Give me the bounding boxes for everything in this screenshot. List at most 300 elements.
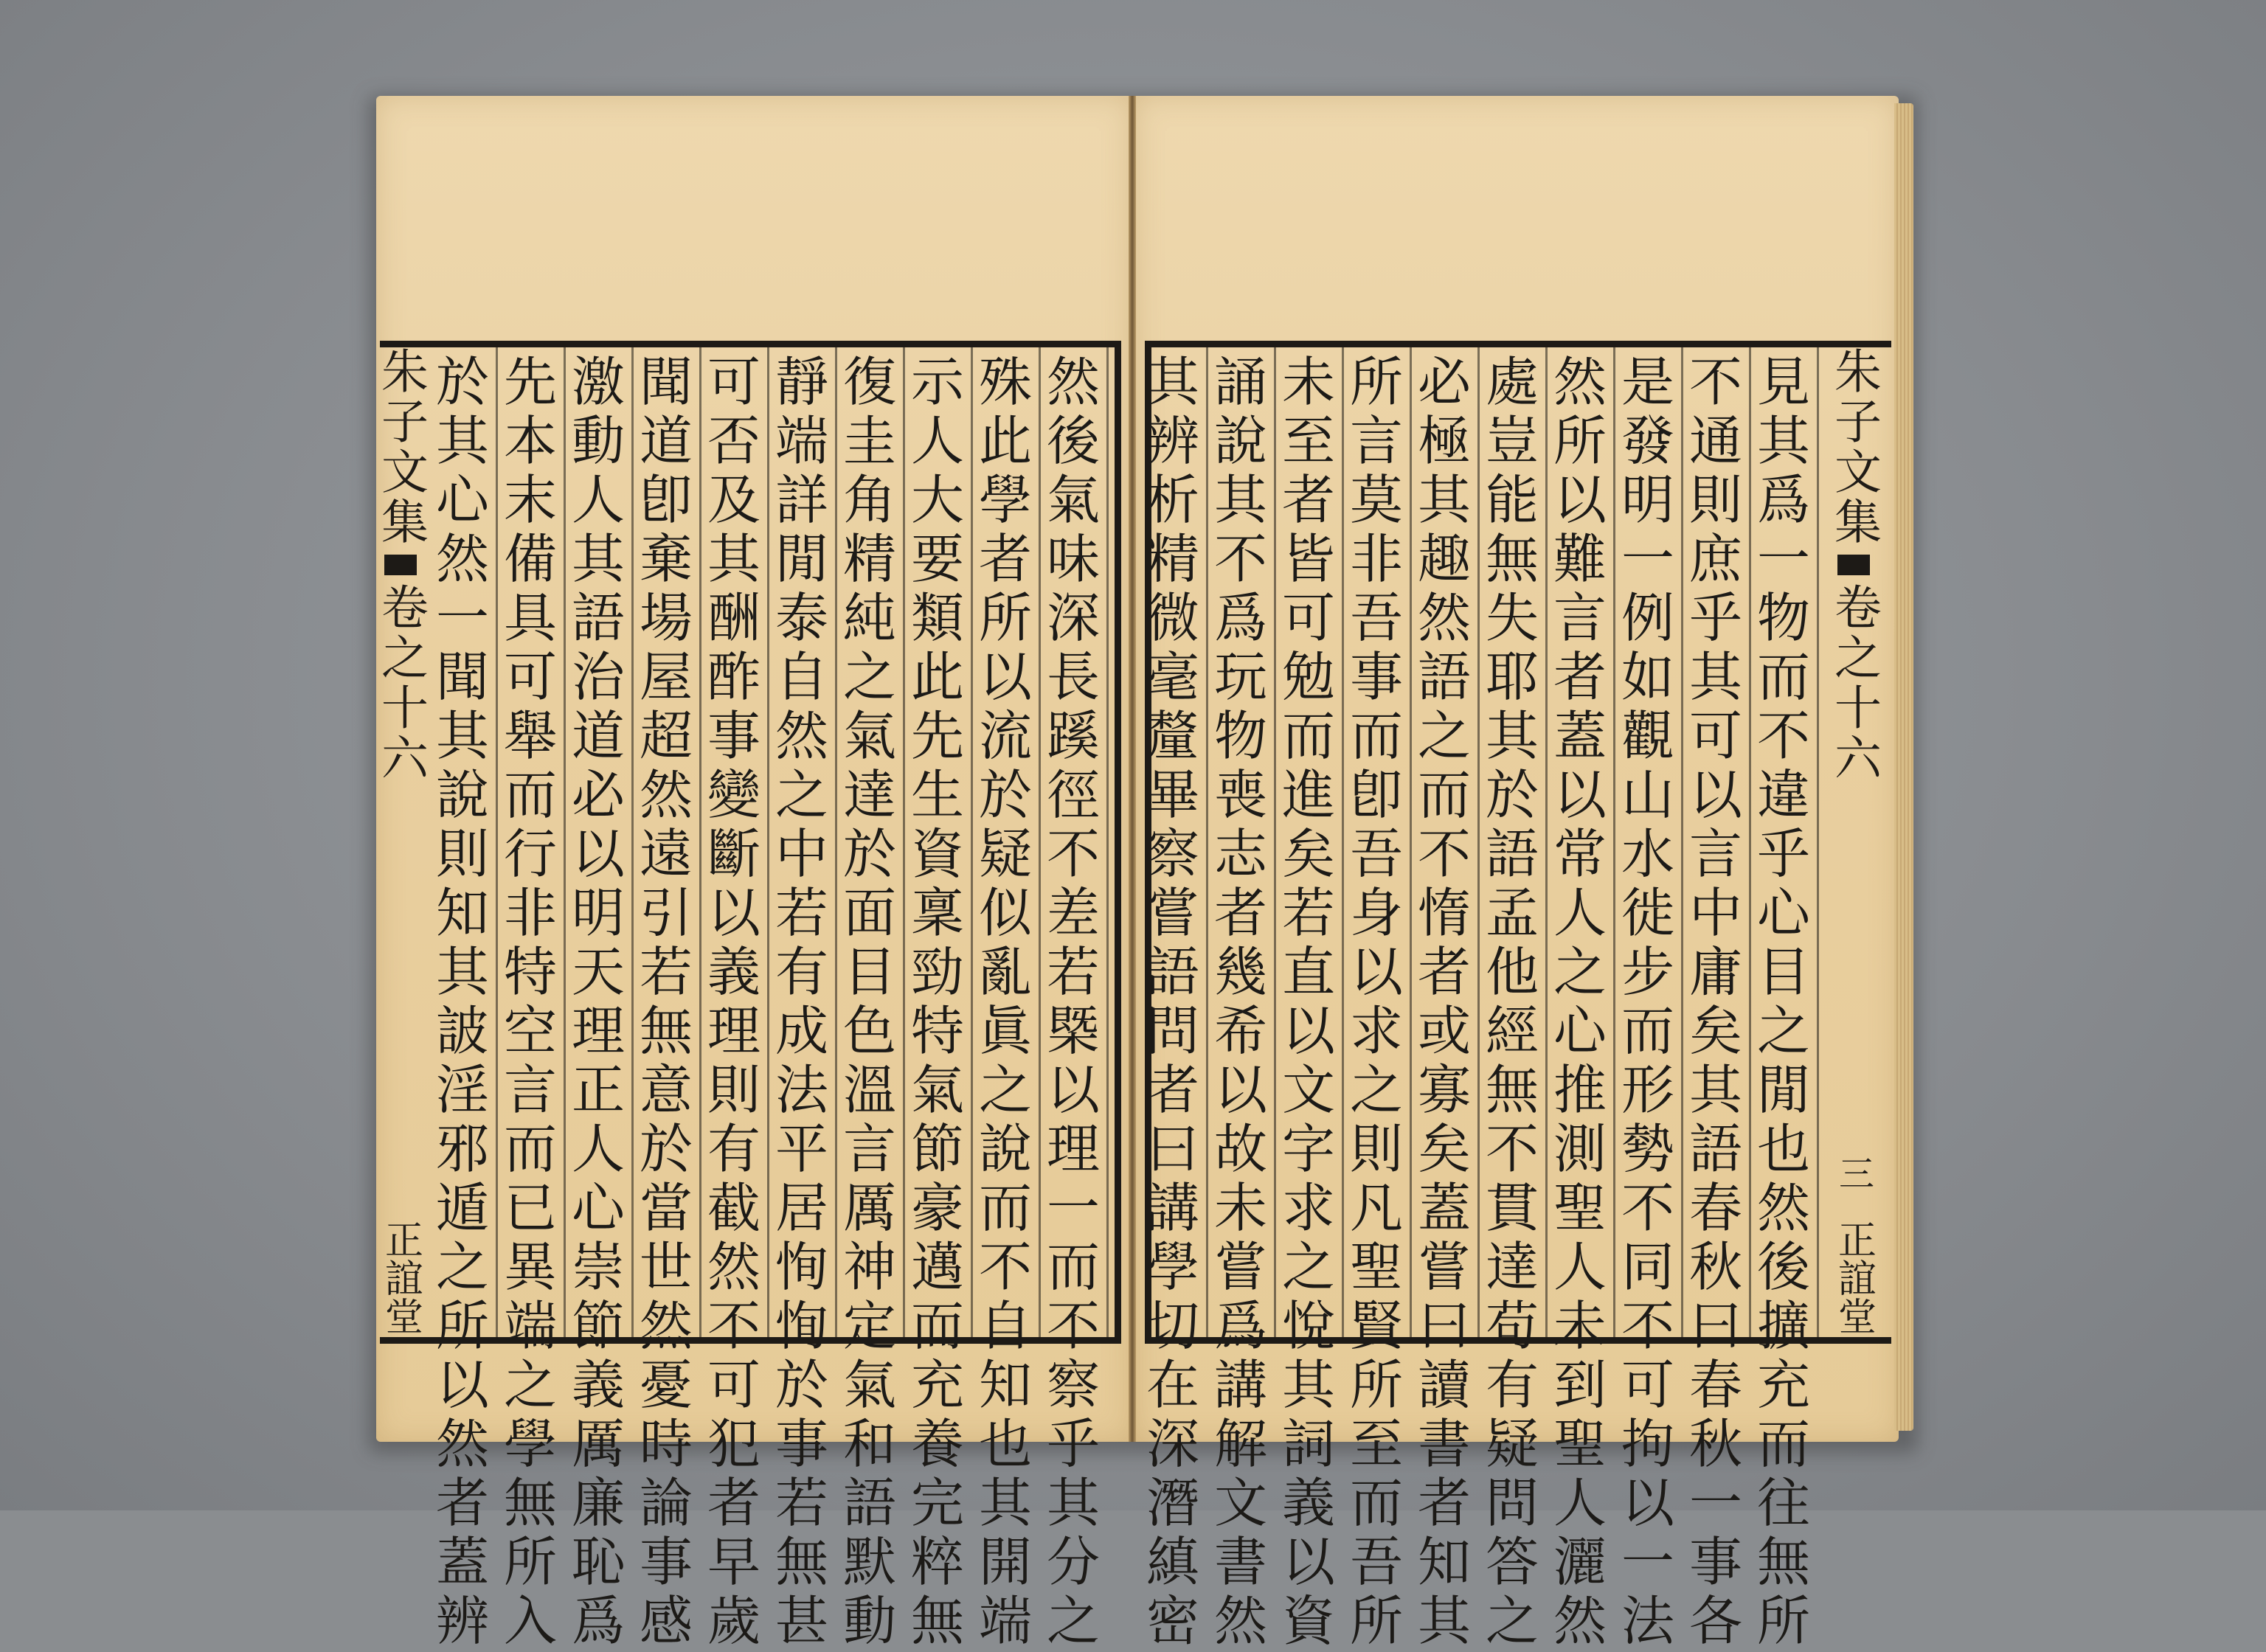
glyph: 恥 — [571, 1531, 625, 1593]
glyph: 其 — [978, 1472, 1032, 1534]
glyph: 圭 — [842, 410, 896, 472]
glyph: 和 — [842, 1413, 896, 1475]
glyph: 明 — [1621, 469, 1674, 531]
glyph: 同 — [1621, 1236, 1674, 1298]
glyph: 有 — [707, 1118, 760, 1180]
column-rule — [631, 347, 634, 1339]
glyph: 然 — [707, 1236, 760, 1298]
glyph: 以 — [1046, 1059, 1100, 1121]
left-banxin — [375, 347, 426, 1335]
glyph: 畢 — [1146, 764, 1199, 826]
glyph: 無 — [775, 1531, 828, 1593]
glyph: 寡 — [1417, 1059, 1471, 1121]
glyph: 未 — [1281, 351, 1335, 413]
glyph: 凡 — [1349, 1177, 1403, 1239]
glyph: 人 — [1553, 1472, 1607, 1534]
glyph: 者 — [1146, 1059, 1199, 1121]
text-column — [431, 351, 494, 1652]
glyph: 徑 — [1046, 764, 1100, 826]
glyph: 完 — [910, 1472, 964, 1534]
glyph: 誦 — [1213, 351, 1267, 413]
glyph: 到 — [1553, 1354, 1607, 1416]
right-banxin-publisher: 正誼堂 — [1831, 1220, 1876, 1335]
glyph: 其 — [1281, 1354, 1335, 1416]
glyph: 無 — [639, 1000, 693, 1062]
glyph: 知 — [435, 882, 489, 944]
glyph: 所 — [978, 587, 1032, 649]
glyph: 讀 — [1417, 1354, 1471, 1416]
glyph: 至 — [1281, 410, 1335, 472]
glyph: 經 — [1485, 1000, 1539, 1062]
glyph: 春 — [1688, 1177, 1742, 1239]
column-rule — [1206, 347, 1208, 1339]
glyph: 言 — [1688, 823, 1742, 885]
glyph: 而 — [978, 1177, 1032, 1239]
glyph: 亂 — [978, 941, 1032, 1003]
glyph: 毫 — [1146, 646, 1199, 708]
glyph: 問 — [1485, 1472, 1539, 1534]
glyph: 遠 — [639, 823, 693, 885]
glyph: 嘗 — [1146, 882, 1199, 944]
glyph: 而 — [1281, 705, 1335, 767]
glyph: 極 — [1417, 410, 1471, 472]
glyph: 舉 — [503, 705, 557, 767]
glyph: 示 — [910, 351, 964, 413]
glyph: 後 — [1046, 410, 1100, 472]
glyph: 喪 — [1213, 764, 1267, 826]
glyph: 講 — [1146, 1177, 1199, 1239]
glyph: 而 — [1349, 1472, 1403, 1534]
glyph: 否 — [707, 410, 760, 472]
text-column — [974, 351, 1037, 1652]
glyph: 者 — [1281, 469, 1335, 531]
glyph: 勢 — [1621, 1118, 1674, 1180]
glyph: 而 — [910, 1295, 964, 1357]
glyph: 法 — [775, 1059, 828, 1121]
glyph: 之 — [435, 1236, 489, 1298]
glyph: 吾 — [1349, 1531, 1403, 1593]
glyph: 吾 — [1349, 823, 1403, 885]
glyph: 幾 — [1213, 941, 1267, 1003]
glyph: 其 — [1417, 469, 1471, 531]
glyph: 論 — [639, 1472, 693, 1534]
glyph: 春 — [1688, 1354, 1742, 1416]
glyph: 味 — [1046, 528, 1100, 590]
glyph: 精 — [1146, 528, 1199, 590]
glyph: 後 — [1756, 1236, 1810, 1298]
glyph: 潛 — [1146, 1472, 1199, 1534]
glyph: 曰 — [1688, 1295, 1742, 1357]
text-column — [1548, 351, 1612, 1652]
glyph: 端 — [978, 1590, 1032, 1652]
glyph: 深 — [1046, 587, 1100, 649]
glyph: 以 — [1213, 1059, 1267, 1121]
glyph: 答 — [1485, 1531, 1539, 1593]
glyph: 進 — [1281, 764, 1335, 826]
glyph: 察 — [1146, 823, 1199, 885]
glyph: 此 — [978, 410, 1032, 472]
glyph: 矣 — [1417, 1118, 1471, 1180]
glyph: 要 — [910, 528, 964, 590]
glyph: 而 — [1349, 705, 1403, 767]
glyph: 講 — [1213, 1354, 1267, 1416]
glyph: 惰 — [1417, 882, 1471, 944]
glyph: 之 — [1485, 1590, 1539, 1652]
text-column — [1209, 351, 1272, 1652]
glyph: 聖 — [1553, 1413, 1607, 1475]
glyph: 聞 — [639, 351, 693, 413]
glyph: 知 — [1417, 1531, 1471, 1593]
glyph: 事 — [1349, 646, 1403, 708]
column-rule — [1342, 347, 1344, 1339]
glyph: 言 — [1553, 587, 1607, 649]
glyph: 早 — [707, 1531, 760, 1593]
glyph: 則 — [435, 823, 489, 885]
glyph: 及 — [707, 469, 760, 531]
glyph: 其 — [1688, 1059, 1742, 1121]
glyph: 如 — [1621, 646, 1674, 708]
glyph: 語 — [1417, 646, 1471, 708]
glyph: 孟 — [1485, 882, 1539, 944]
text-column — [1480, 351, 1544, 1652]
glyph: 閒 — [775, 528, 828, 590]
glyph: 先 — [503, 351, 557, 413]
text-column — [634, 351, 698, 1652]
glyph: 無 — [1485, 1059, 1539, 1121]
glyph: 之 — [1046, 1590, 1100, 1652]
glyph: 不 — [1046, 1295, 1100, 1357]
glyph: 節 — [571, 1295, 625, 1357]
glyph: 當 — [639, 1177, 693, 1239]
glyph: 恂 — [775, 1295, 828, 1357]
glyph: 不 — [1621, 1295, 1674, 1357]
glyph: 遁 — [435, 1177, 489, 1239]
glyph: 可 — [1281, 587, 1335, 649]
glyph: 各 — [1688, 1590, 1742, 1652]
glyph: 法 — [1621, 1590, 1674, 1652]
glyph: 爲 — [1213, 587, 1267, 649]
glyph: 淫 — [435, 1059, 489, 1121]
glyph: 可 — [503, 646, 557, 708]
text-column — [499, 351, 562, 1652]
glyph: 爲 — [571, 1590, 625, 1652]
glyph: 耶 — [1485, 646, 1539, 708]
glyph: 氣 — [842, 705, 896, 767]
glyph: 所 — [1349, 1590, 1403, 1652]
glyph: 定 — [842, 1295, 896, 1357]
glyph: 未 — [1553, 1295, 1607, 1357]
glyph: 之 — [1349, 1059, 1403, 1121]
glyph: 心 — [1756, 882, 1810, 944]
glyph: 而 — [503, 1118, 557, 1180]
glyph: 不 — [1621, 1177, 1674, 1239]
glyph: 一 — [1756, 528, 1810, 590]
right-banxin-title: 朱子文集 — [1826, 347, 1881, 547]
glyph: 其 — [1485, 705, 1539, 767]
glyph: 義 — [571, 1354, 625, 1416]
glyph: 常 — [1553, 823, 1607, 885]
glyph: 疑 — [978, 823, 1032, 885]
glyph: 不 — [1485, 1118, 1539, 1180]
glyph: 閒 — [1756, 1059, 1810, 1121]
glyph: 通 — [1688, 410, 1742, 472]
glyph: 長 — [1046, 646, 1100, 708]
glyph: 事 — [1688, 1531, 1742, 1593]
fish-tail-mark — [1837, 555, 1870, 575]
glyph: 截 — [707, 1177, 760, 1239]
glyph: 正 — [571, 1059, 625, 1121]
glyph: 聞 — [435, 646, 489, 708]
text-column — [1277, 351, 1340, 1652]
glyph: 所 — [1756, 1590, 1810, 1652]
glyph: 不 — [1046, 823, 1100, 885]
column-rule — [1039, 347, 1041, 1339]
glyph: 感 — [639, 1590, 693, 1652]
glyph: 語 — [571, 587, 625, 649]
glyph: 一 — [1621, 528, 1674, 590]
glyph: 所 — [1553, 410, 1607, 472]
glyph: 能 — [1485, 469, 1539, 531]
glyph: 其 — [1756, 410, 1810, 472]
glyph: 粹 — [910, 1531, 964, 1593]
glyph: 於 — [842, 823, 896, 885]
glyph: 水 — [1621, 823, 1674, 885]
text-column — [770, 351, 834, 1652]
glyph: 秋 — [1688, 1413, 1742, 1475]
glyph: 先 — [910, 705, 964, 767]
glyph: 直 — [1281, 941, 1335, 1003]
glyph: 可 — [707, 351, 760, 413]
glyph: 身 — [1349, 882, 1403, 944]
glyph: 空 — [503, 1000, 557, 1062]
glyph: 矣 — [1281, 823, 1335, 885]
glyph: 以 — [978, 646, 1032, 708]
glyph: 非 — [1349, 528, 1403, 590]
column-rule — [1749, 347, 1751, 1339]
glyph: 以 — [1349, 941, 1403, 1003]
glyph: 達 — [1485, 1236, 1539, 1298]
glyph: 玩 — [1213, 646, 1267, 708]
glyph: 而 — [1756, 1413, 1810, 1475]
glyph: 是 — [1621, 351, 1674, 413]
glyph: 辨 — [1146, 410, 1199, 472]
glyph: 本 — [503, 410, 557, 472]
glyph: 者 — [435, 1472, 489, 1534]
glyph: 邁 — [910, 1236, 964, 1298]
glyph: 異 — [503, 1236, 557, 1298]
glyph: 苟 — [1485, 1295, 1539, 1357]
glyph: 推 — [1553, 1059, 1607, 1121]
glyph: 所 — [1349, 351, 1403, 413]
glyph: 聖 — [1349, 1236, 1403, 1298]
glyph: 語 — [842, 1472, 896, 1534]
glyph: 書 — [1213, 1531, 1267, 1593]
glyph: 步 — [1621, 941, 1674, 1003]
left-banxin-upper — [367, 347, 434, 783]
glyph: 復 — [842, 351, 896, 413]
glyph: 人 — [1553, 882, 1607, 944]
glyph: 必 — [571, 764, 625, 826]
glyph: 酢 — [707, 646, 760, 708]
glyph: 難 — [1553, 528, 1607, 590]
glyph: 微 — [1146, 587, 1199, 649]
glyph: 形 — [1621, 1059, 1674, 1121]
right-banxin-lower — [1826, 1155, 1882, 1335]
glyph: 失 — [1485, 587, 1539, 649]
glyph: 特 — [910, 1000, 964, 1062]
glyph: 邪 — [435, 1118, 489, 1180]
glyph: 乎 — [1756, 823, 1810, 885]
glyph: 者 — [707, 1472, 760, 1534]
glyph: 志 — [1213, 823, 1267, 885]
column-rule — [564, 347, 566, 1339]
glyph: 在 — [1146, 1354, 1199, 1416]
glyph: 廉 — [571, 1472, 625, 1534]
left-banxin-volume: 卷之十六 — [373, 583, 428, 783]
glyph: 釐 — [1146, 705, 1199, 767]
glyph: 其 — [1046, 1472, 1100, 1534]
glyph: 則 — [707, 1059, 760, 1121]
glyph: 中 — [775, 823, 828, 885]
glyph: 斷 — [707, 823, 760, 885]
column-rule — [496, 347, 498, 1339]
glyph: 物 — [1213, 705, 1267, 767]
glyph: 必 — [1417, 351, 1471, 413]
glyph: 然 — [435, 528, 489, 590]
glyph: 之 — [978, 1059, 1032, 1121]
glyph: 矣 — [1688, 1000, 1742, 1062]
glyph: 目 — [842, 941, 896, 1003]
glyph: 文 — [1213, 1472, 1267, 1534]
glyph: 崇 — [571, 1236, 625, 1298]
glyph: 說 — [435, 764, 489, 826]
glyph: 然 — [639, 1295, 693, 1357]
glyph: 豪 — [910, 1177, 964, 1239]
glyph: 心 — [435, 469, 489, 531]
glyph: 之 — [842, 646, 896, 708]
glyph: 言 — [1349, 410, 1403, 472]
glyph: 明 — [571, 882, 625, 944]
glyph: 然 — [1756, 1177, 1810, 1239]
glyph: 以 — [1553, 764, 1607, 826]
glyph: 密 — [1146, 1590, 1199, 1652]
glyph: 不 — [1417, 823, 1471, 885]
column-rule — [1410, 347, 1412, 1339]
glyph: 而 — [1046, 1236, 1100, 1298]
glyph: 其 — [435, 941, 489, 1003]
glyph: 其 — [435, 705, 489, 767]
glyph: 辨 — [435, 1590, 489, 1652]
glyph: 其 — [571, 528, 625, 590]
glyph: 其 — [1146, 351, 1199, 413]
right-banxin-upper — [1820, 347, 1888, 783]
glyph: 詖 — [435, 1000, 489, 1062]
text-column — [1684, 351, 1747, 1652]
fish-tail-mark — [384, 555, 417, 575]
glyph: 已 — [503, 1177, 557, 1239]
glyph: 庶 — [1688, 528, 1742, 590]
glyph: 往 — [1756, 1472, 1810, 1534]
glyph: 似 — [978, 882, 1032, 944]
glyph: 激 — [571, 351, 625, 413]
glyph: 有 — [1485, 1354, 1539, 1416]
glyph: 然 — [1046, 351, 1100, 413]
glyph: 或 — [1417, 1000, 1471, 1062]
glyph: 理 — [1046, 1118, 1100, 1180]
glyph: 之 — [775, 764, 828, 826]
glyph: 趣 — [1417, 528, 1471, 590]
glyph: 純 — [842, 587, 896, 649]
glyph: 貫 — [1485, 1177, 1539, 1239]
glyph: 色 — [842, 1000, 896, 1062]
glyph: 於 — [775, 1354, 828, 1416]
glyph: 其 — [707, 528, 760, 590]
text-column — [838, 351, 901, 1652]
glyph: 析 — [1146, 469, 1199, 531]
glyph: 問 — [1146, 1000, 1199, 1062]
glyph: 卽 — [639, 469, 693, 531]
glyph: 不 — [1688, 351, 1742, 413]
glyph: 節 — [910, 1118, 964, 1180]
glyph: 以 — [707, 882, 760, 944]
glyph: 觀 — [1621, 705, 1674, 767]
glyph: 說 — [978, 1118, 1032, 1180]
text-column — [1413, 351, 1476, 1652]
glyph: 說 — [1213, 410, 1267, 472]
glyph: 道 — [639, 410, 693, 472]
glyph: 平 — [775, 1118, 828, 1180]
glyph: 道 — [571, 705, 625, 767]
glyph: 分 — [1046, 1531, 1100, 1593]
glyph: 不 — [1756, 705, 1810, 767]
glyph: 人 — [910, 410, 964, 472]
glyph: 治 — [571, 646, 625, 708]
glyph: 義 — [1281, 1472, 1335, 1534]
glyph: 語 — [1688, 1118, 1742, 1180]
glyph: 若 — [775, 882, 828, 944]
glyph: 也 — [978, 1413, 1032, 1475]
glyph: 疑 — [1485, 1413, 1539, 1475]
glyph: 事 — [775, 1413, 828, 1475]
glyph: 歲 — [707, 1590, 760, 1652]
glyph: 則 — [1349, 1118, 1403, 1180]
glyph: 犯 — [707, 1413, 760, 1475]
glyph: 生 — [910, 764, 964, 826]
glyph: 爲 — [1756, 469, 1810, 531]
glyph: 所 — [1349, 1354, 1403, 1416]
glyph: 語 — [1146, 941, 1199, 1003]
glyph: 氣 — [1046, 469, 1100, 531]
glyph: 賢 — [1349, 1295, 1403, 1357]
glyph: 無 — [1756, 1531, 1810, 1593]
glyph: 然 — [1213, 1590, 1267, 1652]
glyph: 於 — [1485, 764, 1539, 826]
glyph: 吾 — [1349, 587, 1403, 649]
glyph: 見 — [1756, 351, 1810, 413]
glyph: 例 — [1621, 587, 1674, 649]
glyph: 角 — [842, 469, 896, 531]
glyph: 眞 — [978, 1000, 1032, 1062]
glyph: 求 — [1281, 1177, 1335, 1239]
glyph: 所 — [503, 1531, 557, 1593]
column-rule — [1613, 347, 1615, 1339]
glyph: 若 — [639, 941, 693, 1003]
glyph: 精 — [842, 528, 896, 590]
left-banxin-title: 朱子文集 — [373, 347, 428, 547]
glyph: 不 — [1213, 528, 1267, 590]
column-rule — [835, 347, 837, 1339]
glyph: 悅 — [1281, 1295, 1335, 1357]
